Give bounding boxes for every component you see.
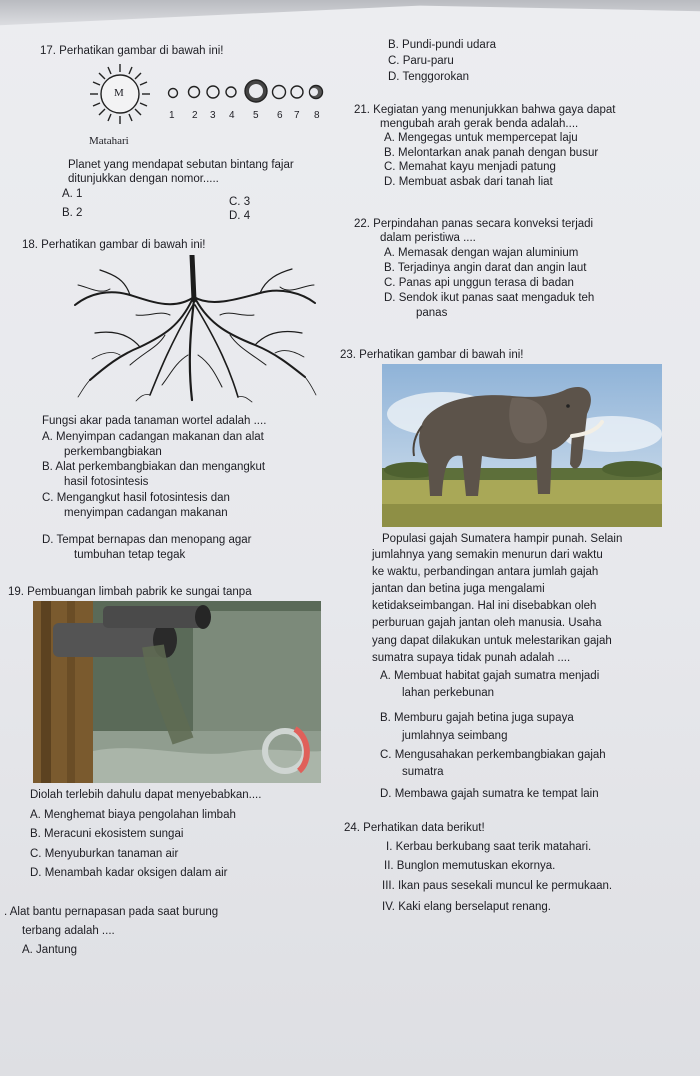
fibrous-root-icon xyxy=(75,255,316,402)
q21-stem-line2: mengubah arah gerak benda adalah.... xyxy=(380,118,579,130)
planets-row xyxy=(169,80,323,102)
q24-item-1: I. Kerbau berkubang saat terik matahari. xyxy=(386,841,592,853)
planet-number-4: 4 xyxy=(229,110,235,121)
q23-paragraph-line1: Populasi gajah Sumatera hampir punah. Selain xyxy=(382,533,623,545)
planet-number-3: 3 xyxy=(210,110,216,121)
q23-stem: 23. Perhatikan gambar di bawah ini! xyxy=(340,349,524,361)
elephant-photo xyxy=(382,364,662,527)
q17-option-c: C. 3 xyxy=(229,196,251,208)
q23-paragraph-line4: jantan dan betina juga mengalami xyxy=(372,583,545,595)
q22-option-d-line1: D. Sendok ikut panas saat mengaduk teh xyxy=(384,292,595,304)
factory-pipe-photo xyxy=(33,601,321,783)
q18-option-c-line1: C. Mengangkut hasil fotosintesis dan xyxy=(42,492,230,504)
q21-option-c: C. Memahat kayu menjadi patung xyxy=(384,161,556,173)
q23-option-d: D. Membawa gajah sumatra ke tempat lain xyxy=(380,788,599,800)
q17-option-d: D. 4 xyxy=(229,210,251,222)
q19-stem: 19. Pembuangan limbah pabrik ke sungai tanpa xyxy=(8,586,252,598)
q19-option-a: A. Menghemat biaya pengolahan limbah xyxy=(30,809,236,821)
q21-stem-line1: 21. Kegiatan yang menunjukkan bahwa gaya dapat xyxy=(354,104,616,116)
q23-paragraph-line5: ketidakseimbangan. Hal ini disebabkan oleh xyxy=(372,600,597,612)
q23-option-b-line1: B. Memburu gajah betina juga supaya xyxy=(380,712,574,724)
planet-number-6: 6 xyxy=(277,110,283,121)
q20-prev-option-c: C. Paru-paru xyxy=(388,55,454,67)
q23-paragraph-line7: yang dapat dilakukan untuk melestarikan gajah xyxy=(372,635,612,647)
sun-letter: M xyxy=(114,87,124,99)
q22-option-c: C. Panas api unggun terasa di badan xyxy=(384,277,574,289)
q20-stem-line2: terbang adalah .... xyxy=(22,925,115,937)
q18-option-a-line2: perkembangbiakan xyxy=(64,446,162,458)
sun-caption: Matahari xyxy=(89,135,129,147)
solar-system-figure xyxy=(78,62,338,144)
q18-option-b-line2: hasil fotosintesis xyxy=(64,476,149,488)
q24-stem: 24. Perhatikan data berikut! xyxy=(344,822,485,834)
q19-option-b: B. Meracuni ekosistem sungai xyxy=(30,828,184,840)
q23-option-c-line2: sumatra xyxy=(402,766,444,778)
q22-stem-line2: dalam peristiwa .... xyxy=(380,232,476,244)
q19-option-d: D. Menambah kadar oksigen dalam air xyxy=(30,867,228,879)
q23-option-c-line1: C. Mengusahakan perkembangbiakan gajah xyxy=(380,749,606,761)
q18-option-d-line1: D. Tempat bernapas dan menopang agar xyxy=(42,534,252,546)
q19-question: Diolah terlebih dahulu dapat menyebabkan.... xyxy=(30,789,262,801)
q18-option-d-line2: tumbuhan tetap tegak xyxy=(74,549,186,561)
q23-paragraph-line2: jumlahnya yang semakin menurun dari waktu xyxy=(372,549,603,561)
q23-paragraph-line3: ke waktu, perbandingan antara jumlah gajah xyxy=(372,566,599,578)
q23-option-a-line2: lahan perkebunan xyxy=(402,687,495,699)
q18-stem: 18. Perhatikan gambar di bawah ini! xyxy=(22,239,206,251)
q17-option-b: B. 2 xyxy=(62,207,83,219)
q21-option-a: A. Mengegas untuk mempercepat laju xyxy=(384,132,578,144)
q22-option-b: B. Terjadinya angin darat dan angin laut xyxy=(384,262,587,274)
q21-option-b: B. Melontarkan anak panah dengan busur xyxy=(384,147,599,159)
q24-item-4: IV. Kaki elang berselaput renang. xyxy=(382,901,552,913)
q23-paragraph-line6: perburuan gajah jantan oleh manusia. Usaha xyxy=(372,617,602,629)
root-figure xyxy=(70,255,320,405)
q17-option-a: A. 1 xyxy=(62,188,83,200)
q18-option-b-line1: B. Alat perkembangbiakan dan mengangkut xyxy=(42,461,266,473)
q21-option-d: D. Membuat asbak dari tanah liat xyxy=(384,176,553,188)
planet-number-1: 1 xyxy=(169,110,175,121)
q22-stem-line1: 22. Perpindahan panas secara konveksi terjadi xyxy=(354,218,594,230)
q23-option-a-line1: A. Membuat habitat gajah sumatra menjadi xyxy=(380,670,600,682)
q20-prev-option-b: B. Pundi-pundi udara xyxy=(388,39,497,51)
q24-item-2: II. Bunglon memutuskan ekornya. xyxy=(384,860,556,872)
q24-item-3: III. Ikan paus sesekali muncul ke permukaan. xyxy=(382,880,613,892)
q17-text-line2: ditunjukkan dengan nomor..... xyxy=(68,173,219,185)
planet-number-7: 7 xyxy=(294,110,300,121)
q23-paragraph-line8: sumatra supaya tidak punah adalah .... xyxy=(372,652,571,664)
planet-number-2: 2 xyxy=(192,110,198,121)
q22-option-a: A. Memasak dengan wajan aluminium xyxy=(384,247,579,259)
q17-text-line1: Planet yang mendapat sebutan bintang fajar xyxy=(68,159,294,171)
q20-prev-option-d: D. Tenggorokan xyxy=(388,71,469,83)
q19-option-c: C. Menyuburkan tanaman air xyxy=(30,848,179,860)
q20-option-a: A. Jantung xyxy=(22,944,77,956)
q18-question: Fungsi akar pada tanaman wortel adalah .... xyxy=(42,415,267,427)
q18-option-c-line2: menyimpan cadangan makanan xyxy=(64,507,228,519)
q22-option-d-line2: panas xyxy=(416,307,448,319)
planet-number-5: 5 xyxy=(253,110,259,121)
planet-number-8: 8 xyxy=(314,110,320,121)
q20-stem-line1: . Alat bantu pernapasan pada saat burung xyxy=(4,906,219,918)
q23-option-b-line2: jumlahnya seimbang xyxy=(402,730,508,742)
q18-option-a-line1: A. Menyimpan cadangan makanan dan alat xyxy=(42,431,264,443)
q17-stem: 17. Perhatikan gambar di bawah ini! xyxy=(40,45,224,57)
